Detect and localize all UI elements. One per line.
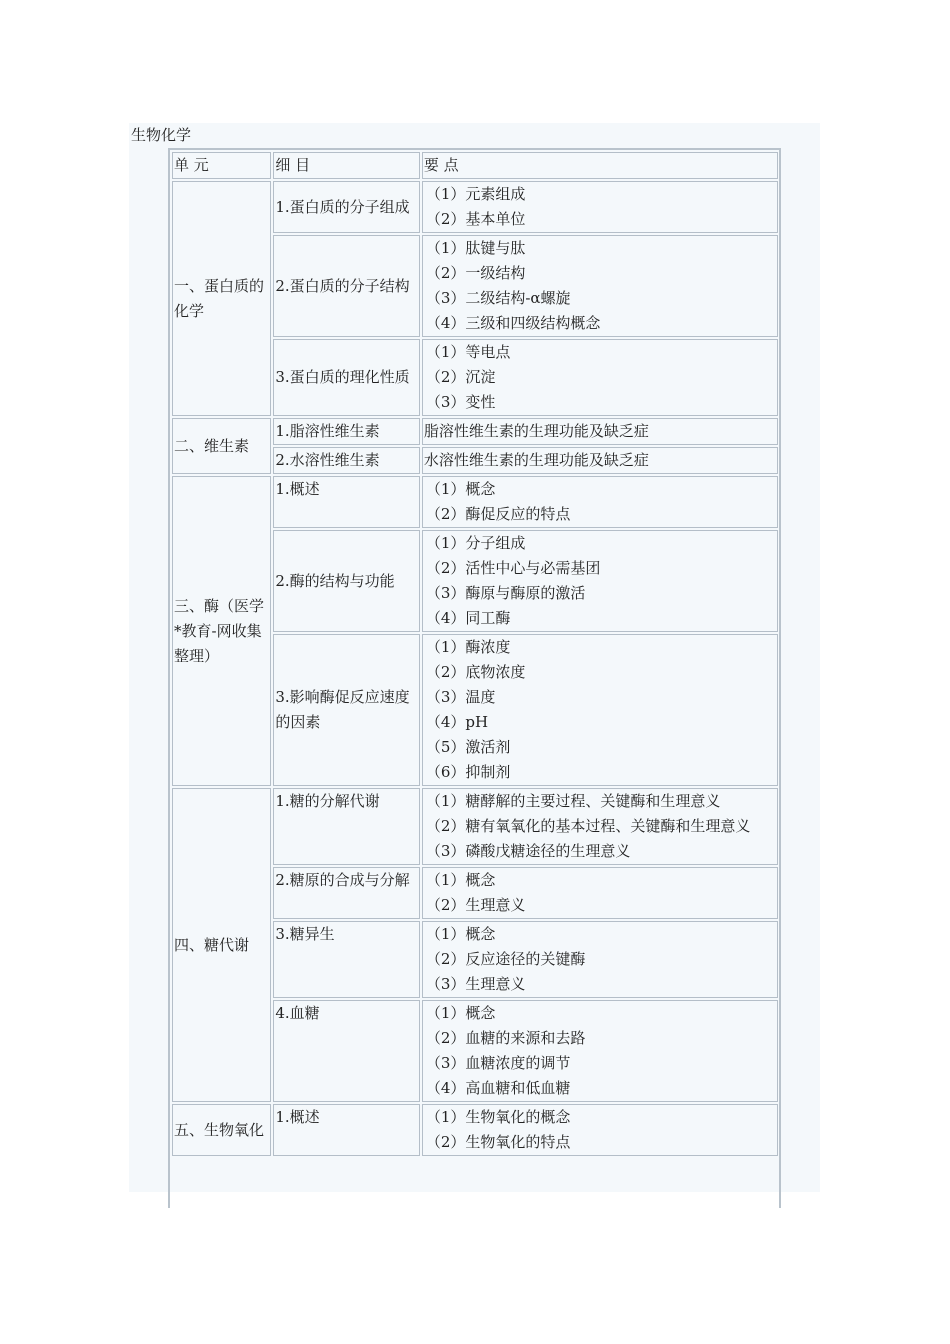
point-item: 脂溶性维生素的生理功能及缺乏症	[423, 422, 649, 440]
detail-cell: 1.概述	[273, 476, 419, 528]
point-item: （2）酶促反应的特点	[425, 505, 571, 523]
detail-cell: 4.血糖	[273, 1000, 419, 1102]
point-item: （1）等电点	[425, 343, 511, 361]
points-cell	[422, 530, 778, 632]
document-title: 生物化学	[131, 126, 192, 144]
point-item: （5）激活剂	[425, 738, 511, 756]
point-item: （4）三级和四级结构概念	[425, 314, 601, 332]
point-item: （3）磷酸戊糖途径的生理意义	[425, 842, 631, 860]
point-item: （1）概念	[425, 1004, 496, 1022]
syllabus-table	[170, 150, 780, 1158]
detail-cell: 2.水溶性维生素	[273, 447, 419, 474]
table-row	[172, 181, 778, 233]
points-cell	[422, 418, 778, 445]
unit-cell: 一、蛋白质的化学	[172, 181, 271, 416]
detail-cell: 3.影响酶促反应速度的因素	[273, 634, 419, 786]
table-row	[172, 1104, 778, 1156]
point-item: （2）一级结构	[425, 264, 526, 282]
point-item: （6）抑制剂	[425, 763, 511, 781]
unit-cell: 三、酶（医学*教育-网收集整理）	[172, 476, 271, 786]
points-cell	[422, 788, 778, 865]
detail-cell: 1.蛋白质的分子组成	[273, 181, 419, 233]
point-item: （3）温度	[425, 688, 496, 706]
points-cell	[422, 181, 778, 233]
header-detail: 细 目	[273, 152, 419, 179]
point-item: （2）反应途径的关键酶	[425, 950, 586, 968]
point-item: （1）糖酵解的主要过程、关键酶和生理意义	[425, 792, 721, 810]
detail-cell: 1.概述	[273, 1104, 419, 1156]
points-cell	[422, 447, 778, 474]
table-row	[172, 788, 778, 865]
unit-cell: 四、糖代谢	[172, 788, 271, 1102]
header-unit: 单 元	[172, 152, 271, 179]
point-item: （2）生物氧化的特点	[425, 1133, 571, 1151]
point-item: （4）pH	[425, 713, 489, 731]
points-cell	[422, 476, 778, 528]
detail-cell: 3.糖异生	[273, 921, 419, 998]
point-item: （3）生理意义	[425, 975, 526, 993]
points-cell	[422, 339, 778, 416]
point-item: （1）酶浓度	[425, 638, 511, 656]
detail-cell: 1.糖的分解代谢	[273, 788, 419, 865]
point-item: （2）血糖的来源和去路	[425, 1029, 586, 1047]
header-points: 要 点	[422, 152, 778, 179]
point-item: （3）血糖浓度的调节	[425, 1054, 571, 1072]
point-item: （1）概念	[425, 871, 496, 889]
point-item: （2）底物浓度	[425, 663, 526, 681]
point-item: （2）糖有氧氧化的基本过程、关键酶和生理意义	[425, 817, 751, 835]
point-item: （2）沉淀	[425, 368, 496, 386]
point-item: （1）元素组成	[425, 185, 526, 203]
points-cell	[422, 1104, 778, 1156]
detail-cell: 1.脂溶性维生素	[273, 418, 419, 445]
detail-cell: 2.酶的结构与功能	[273, 530, 419, 632]
point-item: 水溶性维生素的生理功能及缺乏症	[423, 451, 649, 469]
point-item: （3）二级结构-α螺旋	[425, 289, 571, 307]
syllabus-table-frame	[168, 148, 781, 1208]
table-row	[172, 476, 778, 528]
point-item: （2）基本单位	[425, 210, 526, 228]
table-row	[172, 418, 778, 445]
point-item: （1）分子组成	[425, 534, 526, 552]
point-item: （2）活性中心与必需基团	[425, 559, 601, 577]
unit-cell: 二、维生素	[172, 418, 271, 474]
point-item: （4）同工酶	[425, 609, 511, 627]
point-item: （1）生物氧化的概念	[425, 1108, 571, 1126]
points-cell	[422, 921, 778, 998]
point-item: （1）概念	[425, 925, 496, 943]
points-cell	[422, 634, 778, 786]
points-cell	[422, 1000, 778, 1102]
unit-cell: 五、生物氧化	[172, 1104, 271, 1156]
table-header-row	[172, 152, 778, 179]
points-cell	[422, 867, 778, 919]
point-item: （3）酶原与酶原的激活	[425, 584, 586, 602]
detail-cell: 2.蛋白质的分子结构	[273, 235, 419, 337]
points-cell	[422, 235, 778, 337]
point-item: （3）变性	[425, 393, 496, 411]
detail-cell: 2.糖原的合成与分解	[273, 867, 419, 919]
point-item: （1）概念	[425, 480, 496, 498]
detail-cell: 3.蛋白质的理化性质	[273, 339, 419, 416]
point-item: （4）高血糖和低血糖	[425, 1079, 571, 1097]
point-item: （1）肽键与肽	[425, 239, 526, 257]
point-item: （2）生理意义	[425, 896, 526, 914]
